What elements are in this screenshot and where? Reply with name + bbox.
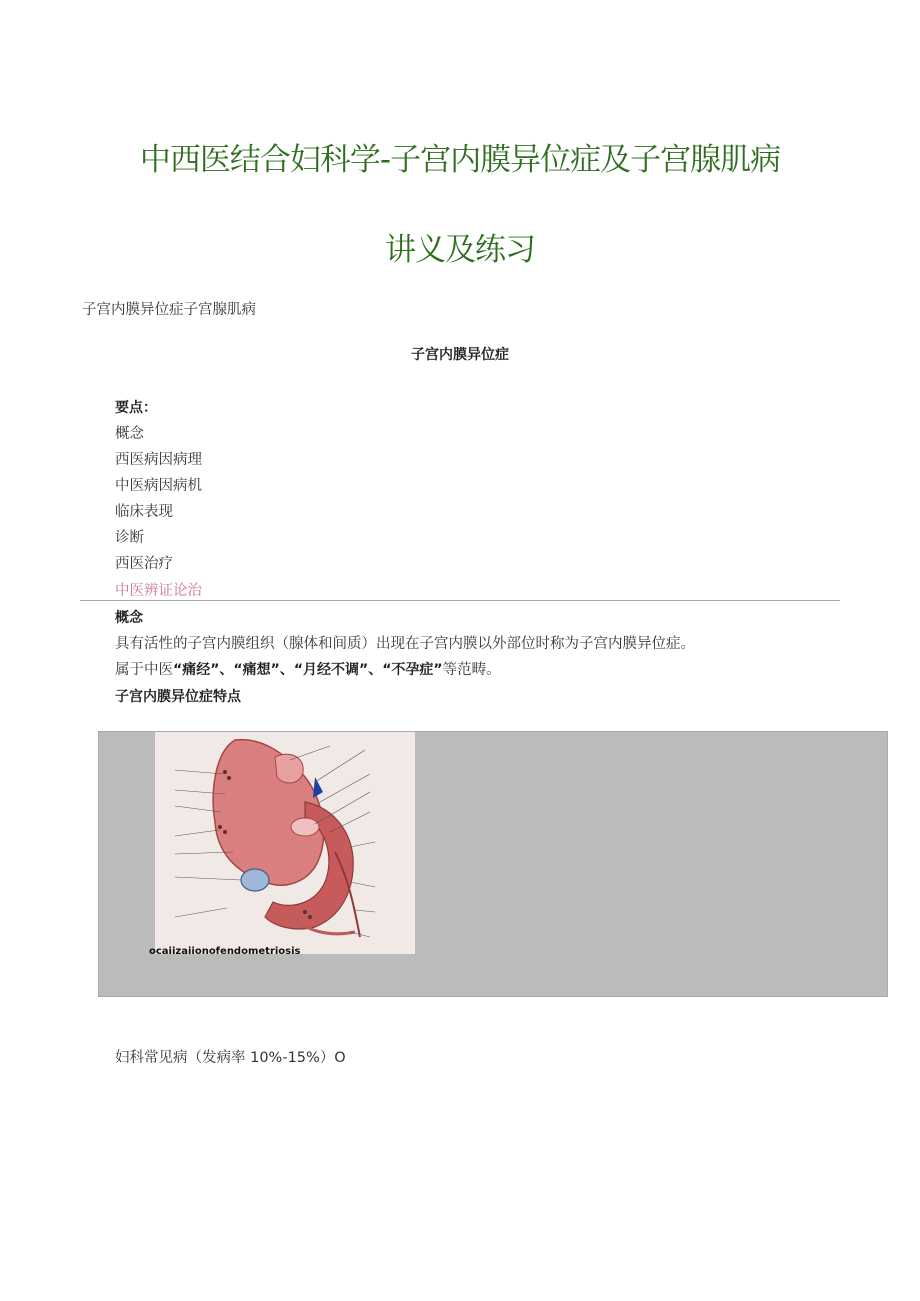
- concept-heading: 概念: [115, 610, 143, 626]
- tcm-term: “不孕症”: [382, 662, 443, 678]
- tcm-separator: 、: [368, 662, 383, 678]
- tcm-separator: 、: [219, 662, 234, 678]
- key-point-item: 西医治疗: [115, 556, 173, 572]
- document-title-line1: 中西医结合妇科学-子宫内膜异位症及子宫腺肌病: [139, 142, 781, 178]
- prevalence-line: [115, 1049, 346, 1067]
- prevalence-suffix: ）O: [319, 1050, 346, 1066]
- section-heading: 子宫内膜异位症: [411, 347, 509, 363]
- tcm-term: “月经不调”: [293, 662, 369, 678]
- key-points-label: 要点：: [115, 400, 157, 416]
- key-point-item: 中医病因病机: [115, 478, 202, 494]
- pelvic-anatomy-diagram: [155, 732, 415, 954]
- key-point-item: 西医病因病理: [115, 452, 202, 468]
- figure-caption: ocaiizaiionofendometriosis: [149, 946, 301, 957]
- tcm-term: “痛经”: [173, 662, 220, 678]
- horizontal-divider: [80, 600, 840, 601]
- tcm-separator: 、: [279, 662, 294, 678]
- concept-definition: 具有活性的子宫内膜组织（腺体和间质）出现在子宫内膜以外部位时称为子宫内膜异位症。: [115, 636, 695, 652]
- subtitle: 子宫内膜异位症子宫腺肌病: [82, 302, 256, 318]
- prevalence-value: 10%-15%: [250, 1050, 320, 1066]
- tcm-prefix: 属于中医: [115, 662, 173, 678]
- key-point-item: 诊断: [115, 530, 144, 546]
- tcm-category-line: [115, 661, 501, 679]
- features-heading: 子宫内膜异位症特点: [115, 689, 241, 705]
- endometriosis-figure: [98, 731, 888, 997]
- document-title-line2: 讲义及练习: [385, 232, 535, 268]
- key-point-item: 临床表现: [115, 504, 173, 520]
- key-point-link[interactable]: 中医辨证论治: [115, 583, 202, 599]
- prevalence-prefix: 妇科常见病（发病率: [115, 1050, 251, 1066]
- key-point-item: 概念: [115, 426, 144, 442]
- tcm-term: “痛想”: [233, 662, 280, 678]
- tcm-suffix: 等范畴。: [442, 662, 501, 678]
